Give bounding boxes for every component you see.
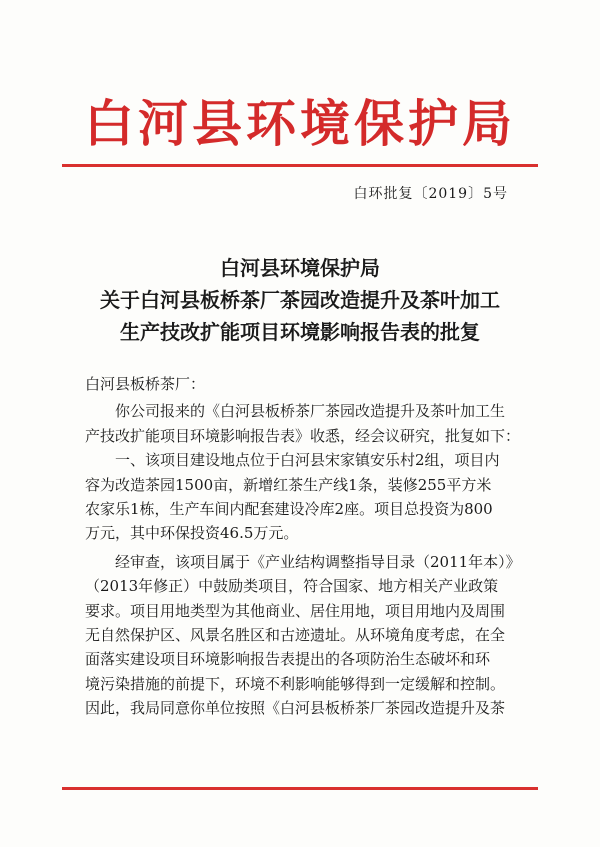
- body-line: 产技改扩能项目环境影响报告表》收悉，经会议研究，批复如下：: [85, 426, 521, 445]
- body-line: 面落实建设项目环境影响报告表提出的各项防治生态破坏和环: [85, 650, 491, 669]
- body-line: 一、该项目建设地点位于白河县宋家镇安乐村2组，项目内: [115, 451, 500, 470]
- body-line: 无自然保护区、风景名胜区和古迹遗址。从环境角度考虑，在全: [85, 626, 506, 645]
- agency-header: 白河县环境保护局: [84, 94, 516, 153]
- document-title: [0, 252, 600, 348]
- title-line: 白河县环境保护局: [220, 256, 380, 280]
- body-line: 农家乐1栋，生产车间内配套建设冷库2座。项目总投资为800: [85, 500, 493, 519]
- document-body: [85, 372, 525, 721]
- body-line: 你公司报来的《白河县板桥茶厂茶园改造提升及茶叶加工生: [115, 402, 506, 421]
- header-red-rule: [62, 164, 538, 167]
- body-line: 因此，我局同意你单位按照《白河县板桥茶厂茶园改造提升及茶: [85, 699, 506, 718]
- body-line: （2013年修正）中鼓励类项目，符合国家、地方相关产业政策: [85, 577, 499, 596]
- addressee: 白河县板桥茶厂：: [85, 375, 206, 393]
- footer-red-rule: [62, 787, 538, 790]
- body-line: 万元，其中环保投资46.5万元。: [85, 524, 299, 543]
- body-line: 经审查，该项目属于《产业结构调整指导目录（2011年本）》: [115, 552, 521, 571]
- title-line: 关于白河县板桥茶厂茶园改造提升及茶叶加工: [100, 288, 500, 312]
- body-line: 容为改造茶园1500亩，新增红茶生产线1条，装修255平方米: [85, 475, 492, 494]
- document-number: 白环批复〔2019〕5号: [353, 186, 508, 202]
- body-line: 要求。项目用地类型为其他商业、居住用地，项目用地内及周围: [85, 601, 506, 620]
- body-line: 境污染措施的前提下，环境不利影响能够得到一定缓解和控制。: [85, 674, 506, 693]
- title-line: 生产技改扩能项目环境影响报告表的批复: [120, 320, 480, 344]
